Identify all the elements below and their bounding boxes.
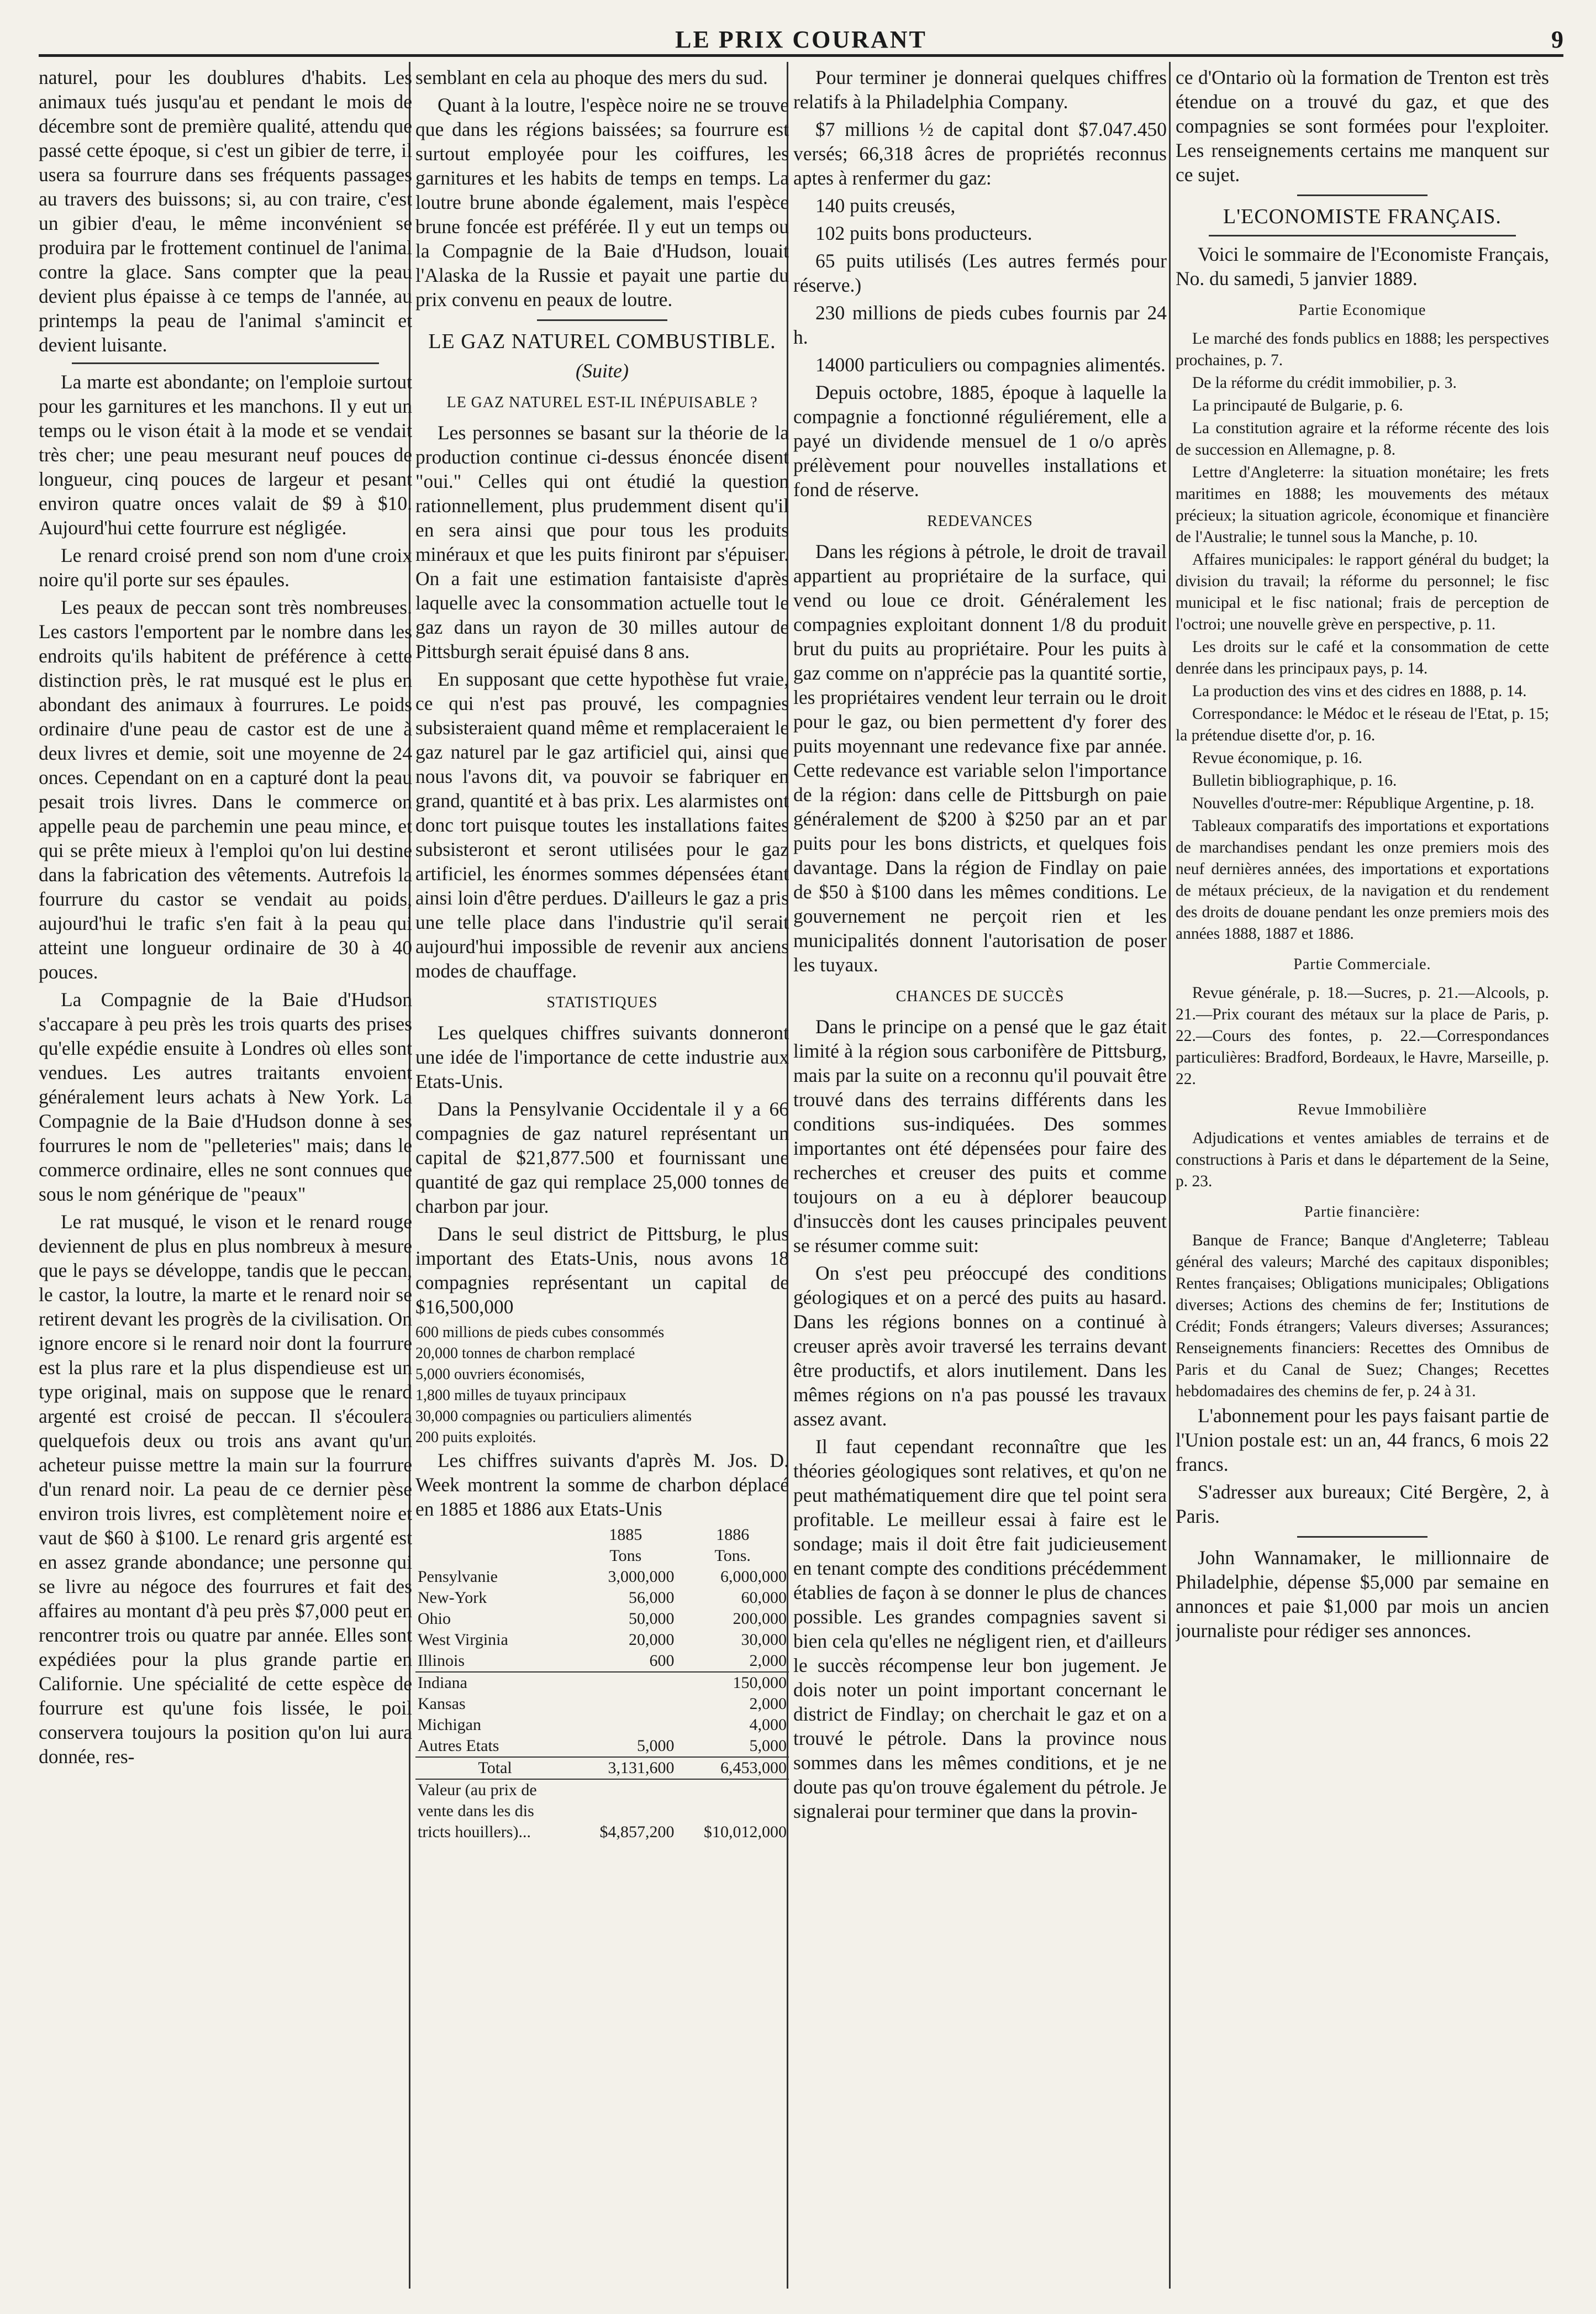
empty-cell: [676, 1801, 789, 1822]
summary: [1176, 298, 1549, 1402]
unit-header: Tons.: [714, 1547, 751, 1565]
value-cell: [575, 1694, 676, 1715]
value-cell: 600: [649, 1652, 675, 1670]
value-cell: 56,000: [628, 1589, 675, 1607]
paragraph: On s'est peu préoccupé des conditions géologiques et on a percé des puits au hasard. Dans les régions bonnes on a continué à creuser après avoir traversé les terrains devant être productifs, et alors inutilement. Dans les mêmes régions on n'a pas poussé les travaux assez avant.: [793, 1262, 1167, 1430]
state-cell: Ohio: [418, 1610, 451, 1628]
column-rule: [1169, 62, 1171, 2289]
subheading: Partie Economique: [1298, 302, 1426, 319]
state-cell: Pensylvanie: [418, 1568, 498, 1586]
summary-item: Affaires municipales: le rapport général du budget; la division du travail; la réforme du personnel; le fisc municipal et le fisc national; frais de perception de l'octroi; une nouvelle grève en perspective, p. 11.: [1176, 551, 1549, 633]
paragraph: Quant à la loutre, l'espèce noire ne se trouve que dans les régions baissées; sa fourrure est surtout employée pour les coiffures, les garnitures et les habits de temps en temps. La loutre brune abonde également, mais l'espèce brune foncée est préférée. Il y eut un temps ou la Compagnie de la Baie d'Hudson, louait l'Alaska de la Russie et payait une partie du prix convenu en peaux de loutre.: [415, 94, 789, 311]
newspaper-title: LE PRIX COURANT: [675, 26, 927, 53]
state-cell: West Virginia: [418, 1631, 508, 1649]
empty-cell: [676, 1779, 789, 1801]
summary-item: Tableaux comparatifs des importations et exportations de marchandises pendant les onze premiers mois des neuf dernières années, des importations et exportations de métaux précieux, de la navigation et du rendement des droits de douane pendant les onze premiers mois des années 1888, 1887 et 1886.: [1176, 817, 1549, 943]
paragraph: Il faut cependant reconnaître que les théories géologiques sont relatives, et qu'on ne peut mathématiquement dire que tel point sera profitable. Le meilleur essai à faire est le sondage; mais il doit être fait judicieusement en tenant compte des conditions précédemment établies de façon à se donner le plus de chances possible. Les grandes compagnies savent si bien cela qu'elles ne négligent rien, et d'ailleurs le succès récompense leur bon jugement. Je dois noter un point important concernant le district de Findlay; on cherchait le gaz et on a trouvé le pétrole. Dans la province nous sommes dans les mêmes conditions, et je ne doute pas qu'on trouve également du pétrole. Je signalerai pour terminer que dans la provin-: [793, 1435, 1167, 1822]
table-row: [415, 1587, 789, 1608]
paragraph: Les chiffres suivants d'après M. Jos. D. Week montrent la somme de charbon déplacé en 1885 et 1886 aux Etats-Unis: [415, 1449, 789, 1520]
paragraph: Voici le sommaire de l'Economiste Français, No. du samedi, 5 janvier 1889.: [1176, 243, 1549, 290]
list-line: 140 puits creusés,: [815, 194, 956, 217]
paragraph: Les personnes se basant sur la théorie de la production continue ci-dessus énoncée disent "oui." Celles qui ont étudié la question rationnellement, plus prudemment disent qu'il en sera ainsi que pour tous les produits minéraux et que les puits finiront par s'épuiser. On a fait une estimation fantaisiste d'après laquelle avec la consommation actuelle tout le gaz dans un rayon de 30 milles autour de Pittsburgh serait épuisé dans 8 ans.: [415, 422, 789, 662]
state-cell: Autres Etats: [418, 1737, 499, 1755]
value-cell: 60,000: [741, 1589, 787, 1607]
table-row: [415, 1757, 789, 1779]
list-line: 230 millions de pieds cubes fournis par 24 h.: [793, 302, 1167, 348]
list-line: 14000 particuliers ou compagnies alimentés.: [815, 354, 1166, 376]
paragraph: L'abonnement pour les pays faisant partie de l'Union postale est: un an, 44 francs, 6 mois 22 francs.: [1176, 1405, 1549, 1475]
section-suite: (Suite): [576, 360, 629, 382]
paragraph: semblant en cela au phoque des mers du sud.: [415, 66, 768, 88]
summary-item: Revue générale, p. 18.—Sucres, p. 21.—Alcools, p. 21.—Prix courant des métaux sur la place de Paris, p. 22.—Cours des fontes, p. 22.—Correspondances particulières: Bradford, Bordeaux, le Havre, Marseille, p. 22.: [1176, 984, 1549, 1088]
subheading: Revue Immobilière: [1298, 1101, 1427, 1118]
table-row: [415, 1629, 789, 1650]
state-cell: Illinois: [418, 1652, 465, 1670]
value-label: vente dans les dis: [418, 1802, 534, 1820]
paragraph: S'adresser aux bureaux; Cité Bergère, 2, à Paris.: [1176, 1481, 1549, 1527]
value-cell: 20,000: [628, 1631, 675, 1649]
coal-table: [415, 1524, 789, 1843]
state-cell: Michigan: [418, 1716, 481, 1734]
paragraph: $7 millions ½ de capital dont $7.047.450 versés; 66,318 âcres de propriétés reconnus aptes à renfermer du gaz:: [793, 118, 1167, 189]
year-header: 1885: [609, 1526, 642, 1544]
stat-line: 30,000 compagnies ou particuliers alimentés: [415, 1408, 692, 1425]
subheading: Partie financière:: [1304, 1203, 1420, 1221]
column-2: [415, 65, 789, 2286]
value-cell: [575, 1672, 676, 1694]
paragraph: La marte est abondante; on l'emploie surtout pour les garnitures et les manchons. Il y eut un temps ou le vison était à la mode et se vendait très cher; une peau mesurant neuf pouces de longueur, cinq pouces de largeur et pesant environ quatre onces valait de $9 à $10. Aujourd'hui cette fourrure est négligée.: [39, 371, 412, 539]
stat-line: 20,000 tonnes de charbon remplacé: [415, 1345, 635, 1362]
value-cell: 5,000: [749, 1737, 787, 1755]
subheading: REDEVANCES: [927, 513, 1033, 530]
summary-item: De la réforme du crédit immobilier, p. 3.: [1192, 374, 1457, 392]
value-cell: 200,000: [733, 1610, 787, 1628]
stat-line: 1,800 milles de tuyaux principaux: [415, 1387, 626, 1404]
table-row: [415, 1650, 789, 1672]
summary-item: Lettre d'Angleterre: la situation monétaire; les frets maritimes en 1888; les mouvements des métaux précieux; la situation agricole, économique et financière de l'Australie; le tunnel sous la Manche, p. 10.: [1176, 464, 1549, 546]
value-label: Valeur (au prix de: [415, 1779, 575, 1801]
paragraph: Dans le principe on a pensé que le gaz était limité à la région sous carbonifère de Pittsburg, mais par la suite on a reconnu qu'il pouvait être trouvé dans des terrains différents dans les conditions sus-indiquées. Des sommes importantes ont été dépensées pour faire des recherches et creuser des puits et comme toujours on a eu à déplorer beaucoup d'insuccès dont les causes principales peuvent se résumer comme suit:: [793, 1016, 1167, 1256]
list-line: 65 puits utilisés (Les autres fermés pour réserve.): [793, 250, 1167, 296]
paragraph: Dans les régions à pétrole, le droit de travail appartient au propriétaire de la surface, qui vend ou loue ce droit. Généralement les compagnies exploitant donnent 1/8 du produit brut du puits au propriétaire. Pour les puits à gaz comme on n'apprécie pas la quantité sortie, les propriétaires vendent leur terrain ou le droit pour le gaz, ou bien permettent d'y forer des puits moyennant une redevance fixe par année. Cette redevance est variable selon l'importance de la région: dans celle de Pittsburgh on paie généralement de $200 à $250 par an et par puits pour les bons districts, et quelques fois davantage. Dans la région de Findlay on paie de $50 à $100 dans les mêmes conditions. Le gouvernement ne perçoit rien et les municipalités donnent l'autorisation de poser les tuyaux.: [793, 540, 1167, 976]
page-number: 9: [1551, 26, 1563, 53]
table-row: [415, 1822, 789, 1843]
summary-item: La constitution agraire et la réforme récente des lois de succession en Allemagne, p. 8.: [1176, 419, 1549, 459]
subheading: STATISTIQUES: [546, 994, 658, 1011]
paragraph: Le renard croisé prend son nom d'une croix noire qu'il porte sur ses épaules.: [39, 544, 412, 591]
paragraph: La Compagnie de la Baie d'Hudson s'accapare à peu près les trois quarts des prises qu'elle expédie ensuite à Londres où elles sont vendues. Les autres traitants envoient généralement leurs achats à New York. La Compagnie de la Baie d'Hudson donne à ses fourrures le nom de "pelleteries" mais; dans le commerce ordinaire, elles ne sont connues que sous le nom générique de "peaux": [39, 988, 412, 1205]
summary-item: Adjudications et ventes amiables de terrains et de constructions à Paris et dans le département de la Seine, p. 23.: [1176, 1129, 1549, 1190]
value-cell: 150,000: [676, 1672, 789, 1694]
column-1: [39, 65, 412, 2286]
summary-item: Le marché des fonds publics en 1888; les perspectives prochaines, p. 7.: [1176, 330, 1549, 369]
empty-cell: [575, 1801, 676, 1822]
summary-item: Banque de France; Banque d'Angleterre; Tableau général des valeurs; Marché des capitaux disponibles; Rentes françaises; Obligations municipales; Obligations diverses; Actions des chemins de fer; Institutions de Crédit; Fonds étrangers; Valeurs diverses; Assurances; Renseignements financiers: Recettes des Omnibus de Paris et du Canal de Suez; Changes; Recettes hebdomadaires des chemins de fer, p. 24 à 31.: [1176, 1232, 1549, 1400]
summary-item: Revue économique, p. 16.: [1192, 749, 1363, 767]
paragraph: Dans le seul district de Pittsburg, le plus important des Etats-Unis, nous avons 18 compagnies représentant un capital de $16,500,000: [415, 1223, 789, 1318]
stat-line: 200 puits exploités.: [415, 1429, 536, 1446]
stat-line: 5,000 ouvriers économisés,: [415, 1366, 585, 1383]
divider: [1297, 194, 1428, 196]
value-cell: $10,012,000: [704, 1823, 787, 1841]
list-line: 102 puits bons producteurs.: [815, 222, 1033, 244]
value-cell: 2,000: [749, 1652, 787, 1670]
value-cell: [575, 1715, 676, 1736]
year-header: 1886: [716, 1526, 750, 1544]
table-row: [415, 1566, 789, 1587]
total-label: Total: [415, 1757, 575, 1779]
section-title: L'ECONOMISTE FRANÇAIS.: [1223, 205, 1502, 228]
total-cell: 3,131,600: [575, 1757, 676, 1779]
subheading: CHANCES DE SUCCÈS: [896, 988, 1065, 1005]
summary-item: Bulletin bibliographique, p. 16.: [1192, 772, 1397, 790]
table-row: [415, 1608, 789, 1629]
stat-line: 600 millions de pieds cubes consommés: [415, 1324, 665, 1341]
subheading: LE GAZ NATUREL EST-IL INÉPUISABLE ?: [446, 394, 758, 411]
total-cell: 6,453,000: [676, 1757, 789, 1779]
paragraph: John Wannamaker, le millionnaire de Philadelphie, dépense $5,000 par semaine en annonces et paie $1,000 par mois un ancien journaliste pour rédiger ses annonces.: [1176, 1547, 1549, 1642]
value-cell: 3,000,000: [608, 1568, 675, 1586]
state-cell: New-York: [418, 1589, 487, 1607]
state-cell: Kansas: [418, 1695, 466, 1713]
summary-item: Nouvelles d'outre-mer: République Argentine, p. 18.: [1192, 795, 1535, 812]
page-header: [39, 21, 1563, 57]
empty-cell: [575, 1779, 676, 1801]
value-cell: 30,000: [741, 1631, 787, 1649]
paragraph: naturel, pour les doublures d'habits. Les animaux tués jusqu'au et pendant le mois de décembre sont de première qualité, attendu que passé cette époque, si c'est un gibier de terre, il usera sa fourrure dans ses fréquents passages au travers des buissons; si, au con traire, c'est un gibier d'eau, le même inconvénient se produira par le frottement continuel de l'animal contre la glace. Sans compter que la peau devient plus épaisse à ce temps de l'année, au printemps la peau de l'animal s'amincit et devient luisante.: [39, 66, 412, 356]
divider: [1297, 1536, 1428, 1538]
table-row: [415, 1715, 789, 1736]
summary-item: Correspondance: le Médoc et le réseau de l'Etat, p. 15; la prétendue disette d'or, p. 16.: [1176, 705, 1549, 744]
summary-item: La principauté de Bulgarie, p. 6.: [1192, 397, 1403, 414]
unit-header: Tons: [609, 1547, 642, 1565]
paragraph: Les quelques chiffres suivants donneront une idée de l'importance de cette industrie aux Etats-Unis.: [415, 1022, 789, 1092]
paragraph: Dans la Pensylvanie Occidentale il y a 66 compagnies de gaz naturel représentant un capital de $21,877.500 et fournissant une quantité de gaz qui remplace 25,000 tonnes de charbon par jour.: [415, 1098, 789, 1217]
value-cell: 6,000,000: [720, 1568, 787, 1586]
divider: [1209, 235, 1516, 236]
value-cell: 50,000: [628, 1610, 675, 1628]
table-row: [415, 1736, 789, 1757]
summary-item: La production des vins et des cidres en 1888, p. 14.: [1192, 682, 1527, 700]
state-cell: Indiana: [415, 1672, 575, 1694]
paragraph: Pour terminer je donnerai quelques chiffres relatifs à la Philadelphia Company.: [793, 66, 1167, 113]
column-4: [1176, 65, 1549, 2286]
value-cell: 5,000: [636, 1737, 675, 1755]
value-cell: 2,000: [749, 1695, 787, 1713]
paragraph: Les peaux de peccan sont très nombreuses. Les castors l'emportent par le nombre dans les endroits qu'ils habitent de préférence à cette distinction près, le rat musqué est le plus en abondant des animaux à fourrures. Le poids ordinaire d'une peau de castor est de une à deux livres et demie, soit une moyenne de 24 onces. Cependant on en a capturé dont la peau pesait trois livres. Dans le commerce on appelle peau de parchemin une peau mince, et qui se prête mieux à l'emploi qu'on lui destine dans la fabrication des vêtements. Autrefois la fourrure du castor se vendait au poids, aujourd'hui le trafic s'en fait à la peau qui atteint une longueur ordinaire de 30 à 40 pouces.: [39, 596, 412, 983]
paragraph: Depuis octobre, 1885, époque à laquelle la compagnie a fonctionné réguliérement, elle a payé un dividende mensuel de 1 o/o après prélèvement pour nouvelles installations et fond de réserve.: [793, 381, 1167, 501]
table-row: [415, 1801, 789, 1822]
paragraph: Le rat musqué, le vison et le renard rouge deviennent de plus en plus nombreux à mesure que le pays se développe, tandis que le peccan, le castor, la loutre, la marte et le renard noir se retirent devant les progrès de la civilisation. On ignore encore si le renard noir dont la fourrure est la plus rare et la plus dispendieuse est un type original, mais on suppose que le renard argenté est croisé de peccan. Il s'écoulera quelquefois deux ou trois ans avant qu'un acheteur puisse mettre la main sur la fourrure d'un renard noir. La peau de ce dernier pèse environ trois livres, est complètement noire et vaut de $60 à $100. Le renard gris argenté est en assez grande abondance; une personne qui se livre au négoce des fourrures et fait des affaires au montant d'à peu près $7,000 peut en rencontrer trois ou quatre par année. Elles sont expédiées pour la plus grande partie en Californie. Une spécialité de cette espèce de fourrure est qu'une fois lissée, le poil conservera toujours la position qu'on lui aura donnée, res-: [39, 1211, 412, 1768]
value-cell: 4,000: [749, 1716, 787, 1734]
paragraph: En supposant que cette hypothèse fut vraie, ce qui n'est pas prouvé, les compagnies subsisteraient quand même et remplaceraient le gaz naturel par le gaz artificiel qui, ainsi que nous l'avons dit, va pouvoir se fabriquer en grand, quantité et à bas prix. Les alarmistes ont donc tort puisque toutes les installations faites subsisteront et seront utilisées pour le gaz artificiel, les énormes sommes dépensées étant ainsi loin d'être perdues. D'ailleurs le gaz a pris une telle place dans l'industrie qu'il serait aujourd'hui impossible de revenir aux anciens modes de chauffage.: [415, 668, 789, 982]
subheading: Partie Commerciale.: [1293, 956, 1431, 973]
summary-item: Les droits sur le café et la consommation de cette denrée dans les principaux pays, p. 14.: [1176, 638, 1549, 677]
paragraph: ce d'Ontario où la formation de Trenton est très étendue on a trouvé du gaz, et que des compagnies se sont formées pour l'exploiter. Les renseignements certains me manquent sur ce sujet.: [1176, 66, 1549, 186]
section-title: LE GAZ NATUREL COMBUSTIBLE.: [428, 330, 776, 353]
table-row: [415, 1672, 789, 1694]
value-cell: $4,857,200: [599, 1823, 675, 1841]
value-label: tricts houillers)...: [418, 1823, 531, 1841]
table-row: [415, 1779, 789, 1801]
column-3: [793, 65, 1167, 2286]
divider: [72, 362, 379, 364]
divider: [537, 319, 667, 321]
table-row: [415, 1694, 789, 1715]
